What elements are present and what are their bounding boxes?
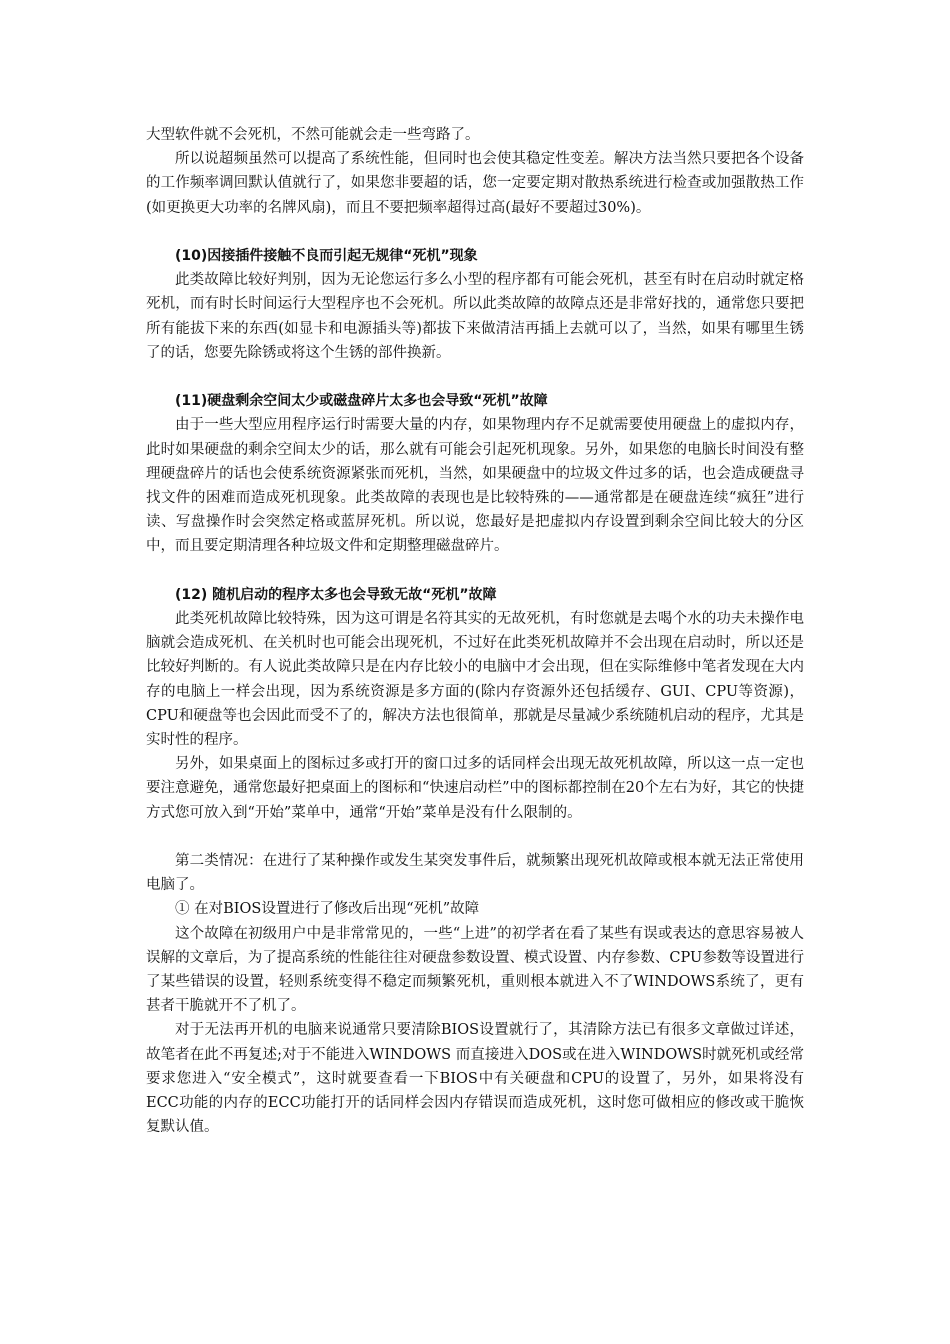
- body-paragraph: 对于无法再开机的电脑来说通常只要清除BIOS设置就行了，其清除方法已有很多文章做过详述，故笔者在此不再复述;对于不能进入WINDOWS 而直接进入DOS或在进入WINDOWS时就死机或经常要求您进入“安全模式”，这时就要查看一下BIOS中有关硬盘和CPU的设置了，另外，如果将没有 ECC功能的内存的ECC功能打开的话同样会因内存错误而造成死机，这时您可做相应的修改或干脆恢复默认值。: [146, 1022, 804, 1136]
- paragraph-gap: [146, 365, 804, 389]
- body-paragraph: 此类死机故障比较特殊，因为这可谓是名符其实的无故死机，有时您就是去喝个水的功夫未操作电脑就会造成死机、在关机时也可能会出现死机，不过好在此类死机故障并不会出现在启动时，所以还是比较好判断的。有人说此类故障只是在内存比较小的电脑中才会出现，但在实际维修中笔者发现在大内存的电脑上一样会出现，因为系统资源是多方面的(除内存资源外还包括缓存、GUI、CPU等资源)，CPU和硬盘等也会因此而受不了的，解决方法也很简单，那就是尽量减少系统随机启动的程序，尤其是实时性的程序。: [146, 611, 804, 749]
- paragraph-gap: [146, 559, 804, 583]
- body-paragraph: 大型软件就不会死机，不然可能就会走一些弯路了。: [146, 127, 480, 143]
- body-paragraph: 此类故障比较好判别，因为无论您运行多么小型的程序都有可能会死机，甚至有时在启动时就定格死机，而有时长时间运行大型程序也不会死机。所以此类故障的故障点还是非常好找的，通常您只要把所有能拔下来的东西(如显卡和电源插头等)都拔下来做清洁再插上去就可以了，当然，如果有哪里生锈了的话，您要先除锈或将这个生锈的部件换新。: [146, 272, 804, 361]
- section-heading: (11)硬盘剩余空间太少或磁盘碎片太多也会导致“死机”故障: [175, 393, 548, 410]
- body-paragraph: ① 在对BIOS设置进行了修改后出现“死机”故障: [175, 901, 480, 918]
- body-paragraph: 第二类情况：在进行了某种操作或发生某突发事件后，就频繁出现死机故障或根本就无法正常使用电脑了。: [146, 853, 804, 894]
- paragraph-gap: [146, 220, 804, 244]
- section-heading: (12) 随机启动的程序太多也会导致无故“死机”故障: [175, 586, 497, 603]
- body-paragraph: 另外，如果桌面上的图标过多或打开的窗口过多的话同样会出现无故死机故障，所以这一点一定也要注意避免，通常您最好把桌面上的图标和“快速启动栏”中的图标都控制在20个左右为好，其它的快捷方式您可放入到“开始”菜单中，通常“开始”菜单是没有什么限制的。: [146, 756, 804, 821]
- body-paragraph: 这个故障在初级用户中是非常常见的，一些“上进”的初学者在看了某些有误或表达的意思容易被人误解的文章后，为了提高系统的性能往往对硬盘参数设置、模式设置、内存参数、CPU参数等设置进行了某些错误的设置，轻则系统变得不稳定而频繁死机，重则根本就进入不了WINDOWS系统了，更有甚者干脆就开不了机了。: [146, 925, 804, 1015]
- paragraph-gap: [146, 825, 804, 849]
- section-heading: (10)因接插件接触不良而引起无规律“死机”现象: [175, 248, 478, 264]
- body-paragraph: 所以说超频虽然可以提高了系统性能，但同时也会使其稳定性变差。解决方法当然只要把各个设备的工作频率调回默认值就行了，如果您非要超的话，您一定要定期对散热系统进行检查或加强散热工作(如更换更大功率的名牌风扇)，而且不要把频率超得过高(最好不要超过30%)。: [146, 151, 804, 216]
- body-paragraph: 由于一些大型应用程序运行时需要大量的内存，如果物理内存不足就需要使用硬盘上的虚拟内存，此时如果硬盘的剩余空间太少的话，那么就有可能会引起死机现象。另外，如果您的电脑长时间没有整理硬盘碎片的话也会使系统资源紧张而死机，当然，如果硬盘中的垃圾文件过多的话，也会造成硬盘寻找文件的困难而造成死机现象。此类故障的表现也是比较特殊的——通常都是在硬盘连续“疯狂”进行读、写盘操作时会突然定格或蓝屏死机。所以说，您最好是把虚拟内存设置到剩余空间比较大的分区中，而且要定期清理各种垃圾文件和定期整理磁盘碎片。: [146, 417, 804, 555]
